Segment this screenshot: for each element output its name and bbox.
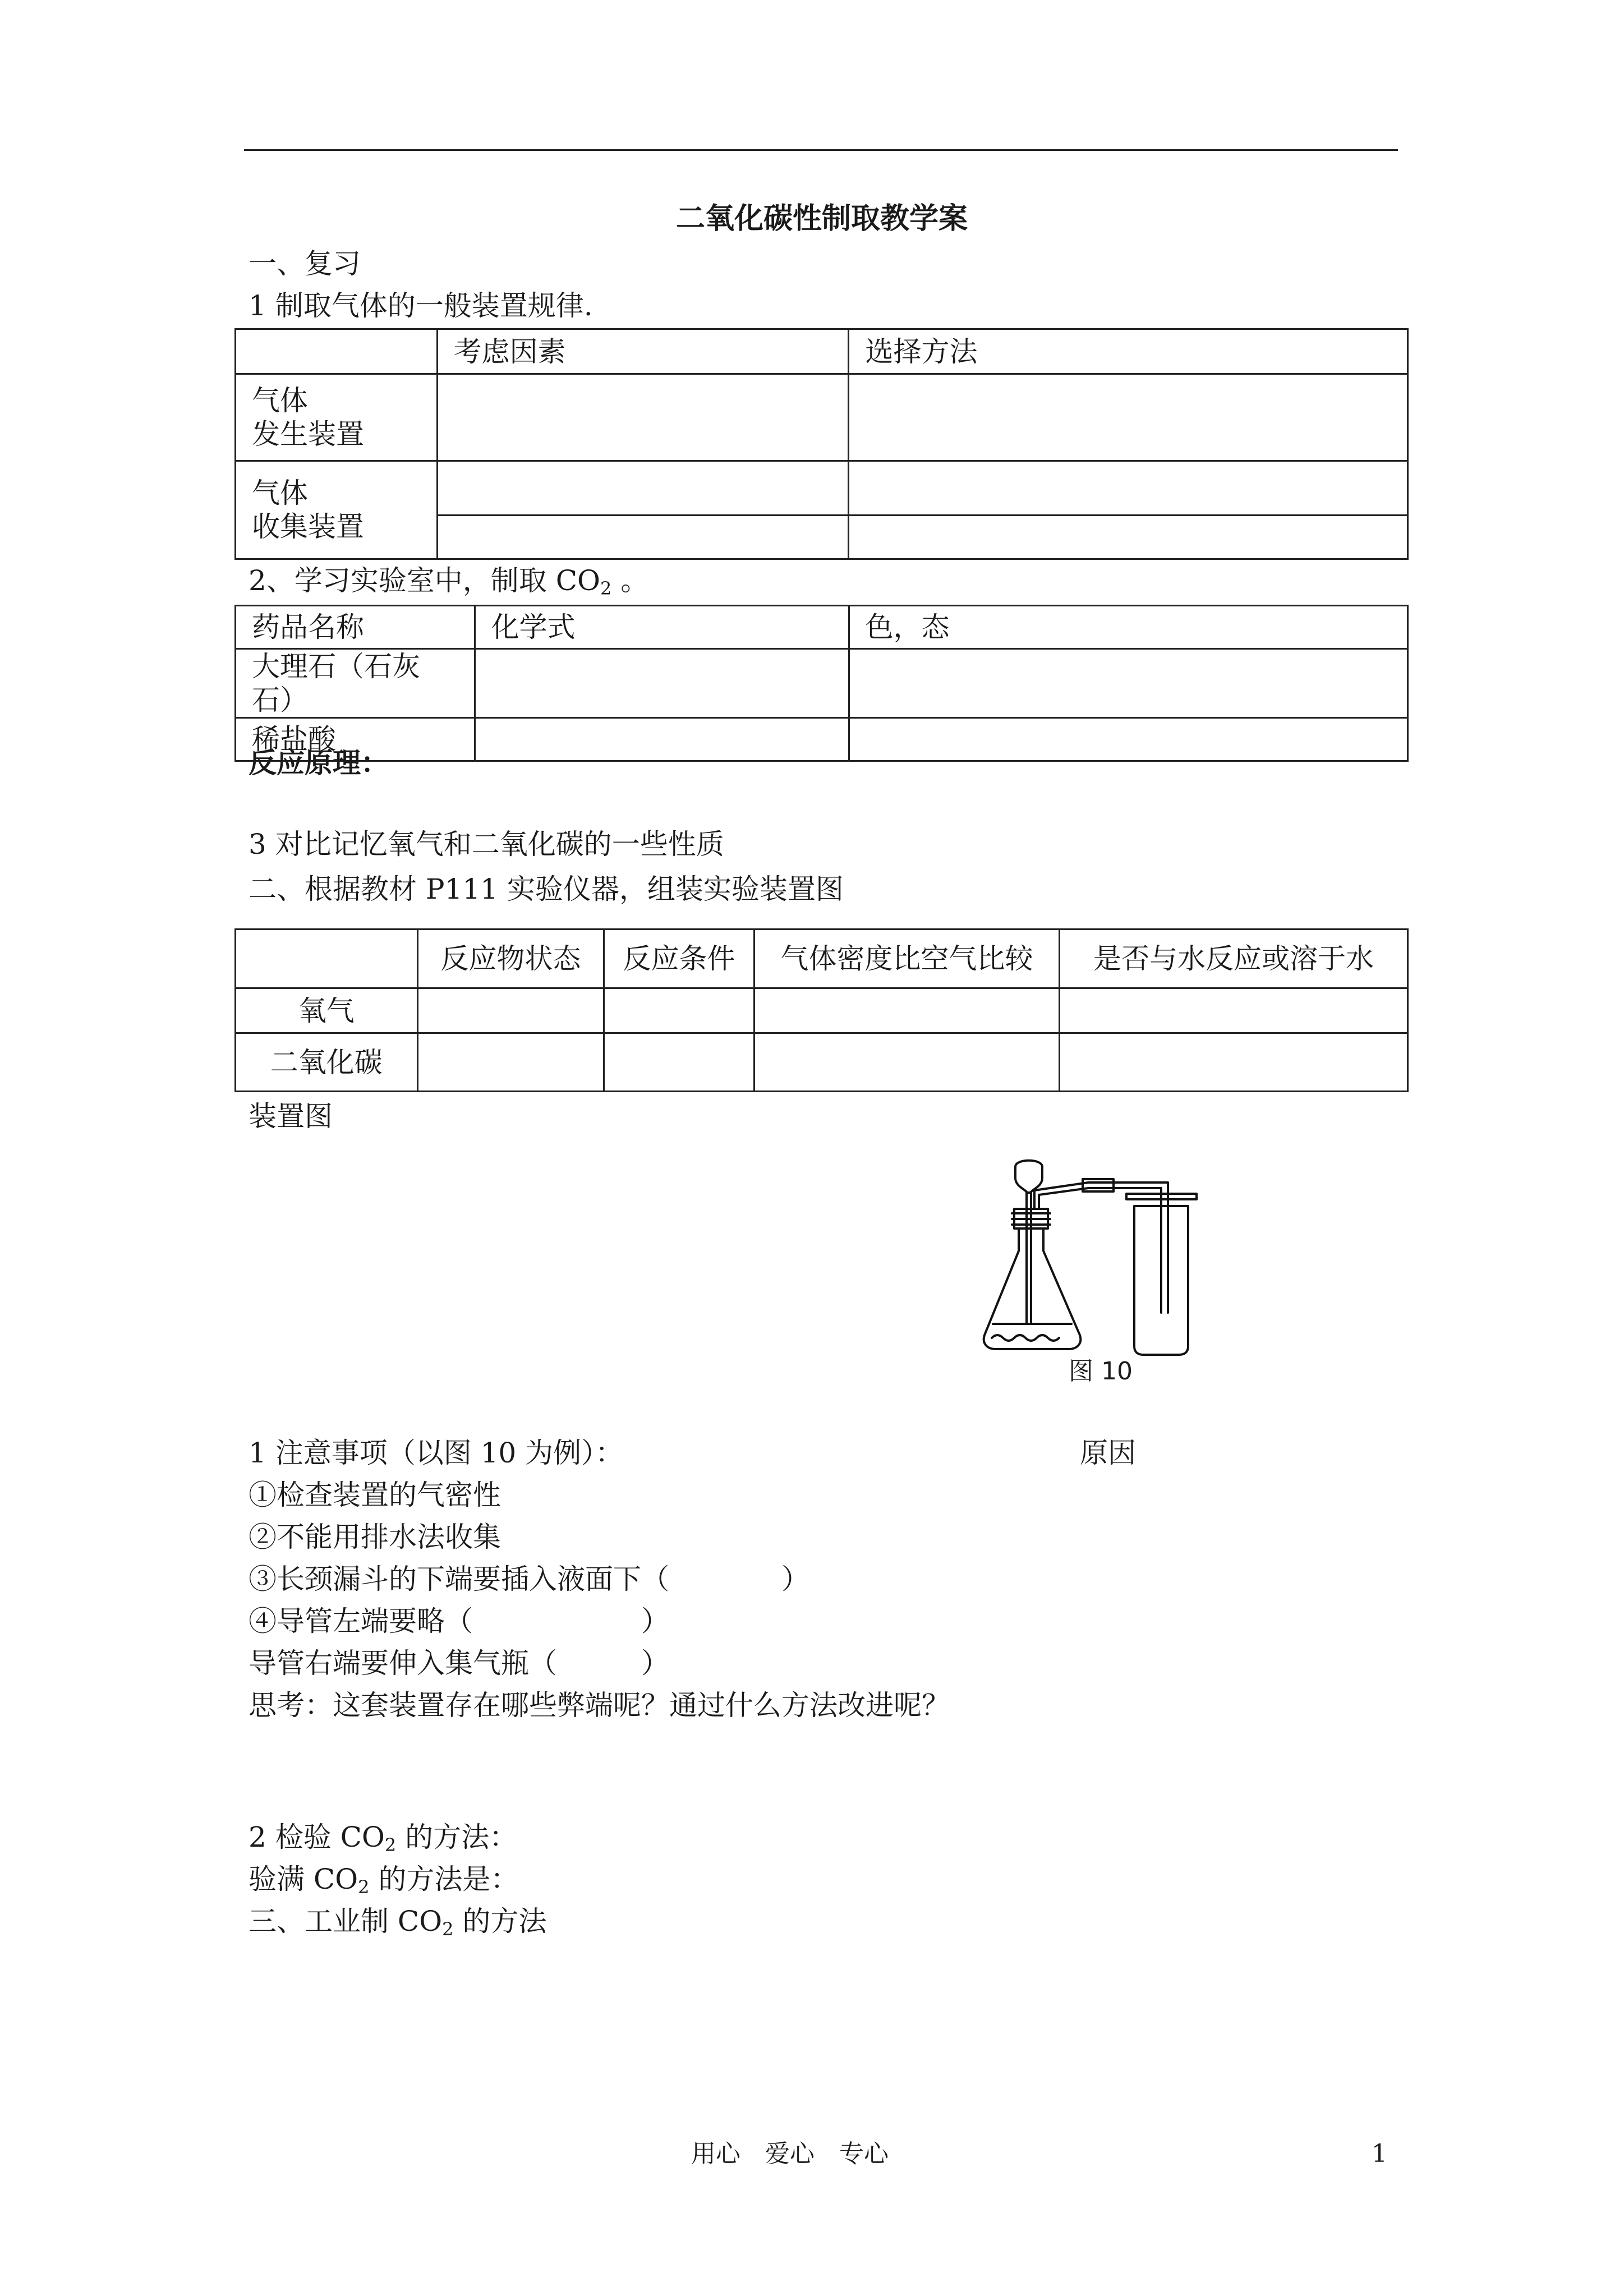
notes-title: 1 注意事项（以图 10 为例）： (249, 1437, 624, 1469)
rubber-connector (1083, 1179, 1114, 1191)
table-cell-empty (236, 930, 418, 988)
table-cell-empty (437, 516, 849, 559)
note-check-airtightness: ①检查装置的气密性 (249, 1479, 501, 1511)
table-cell-empty (849, 374, 1408, 461)
item-lab-co2-end: 。 (611, 564, 649, 597)
table-cell-empty (754, 1033, 1059, 1092)
table-cell-empty (437, 461, 849, 516)
section-industrial-end: 的方法 (453, 1905, 547, 1938)
table-cell-empty (754, 988, 1059, 1033)
row-oxygen: 氧气 (236, 988, 418, 1033)
section-review-heading: 一、复习 (249, 247, 361, 280)
note-tube-right-end: 导管右端要伸入集气瓶（ ） (249, 1647, 669, 1680)
item-lab-co2 (249, 564, 648, 597)
header-reactant-state: 反应物状态 (417, 930, 604, 988)
full-co2-method (249, 1862, 518, 1896)
row-collector-label-line2: 收集装置 (252, 510, 364, 543)
page-title: 二氧化碳性制取教学案 (676, 201, 968, 236)
check-co2-text: 2 检验 CO (249, 1821, 385, 1853)
table-cell-empty (1059, 1033, 1407, 1092)
reagents-table (234, 605, 1409, 762)
item-device-rules: 1 制取气体的一般装置规律. (249, 289, 593, 322)
check-co2-method (249, 1820, 517, 1854)
full-co2-text: 验满 CO (249, 1863, 358, 1895)
table-cell-empty (475, 718, 849, 761)
section-industrial-heading (249, 1904, 546, 1938)
table-cell-empty (236, 329, 438, 374)
header-reaction-condition: 反应条件 (604, 930, 755, 988)
row-collector-label-line1: 气体 (252, 477, 308, 509)
reagent-hcl: 稀盐酸 (236, 718, 475, 761)
table-cell-empty (1059, 988, 1407, 1033)
note-no-water-displacement: ②不能用排水法收集 (249, 1521, 501, 1553)
page-number: 1 (1372, 2139, 1387, 2168)
table-cell-empty (604, 1033, 755, 1092)
section-assemble-heading: 二、根据教材 P111 实验仪器，组装实验装置图 (249, 873, 844, 905)
figure-caption: 图 10 (1069, 1357, 1133, 1386)
table-cell-empty (417, 988, 604, 1033)
footer-motto: 用心 爱心 专心 (691, 2139, 889, 2168)
header-reagent-name: 药品名称 (236, 606, 475, 649)
item-lab-co2-text: 2、学习实验室中，制取 CO (249, 564, 600, 597)
row-carbon-dioxide: 二氧化碳 (236, 1033, 418, 1092)
header-method: 选择方法 (849, 329, 1408, 374)
marble-chips (992, 1335, 1059, 1341)
reaction-principle-label: 反应原理： (249, 746, 389, 779)
header-rule (244, 149, 1398, 151)
device-rules-table (234, 328, 1409, 560)
think-question: 思考：这套装置存在哪些弊端呢？通过什么方法改进呢？ (249, 1689, 950, 1722)
device-diagram-label: 装置图 (249, 1100, 333, 1133)
table-cell-empty (417, 1033, 604, 1092)
table-cell-empty (475, 649, 849, 718)
funnel-head (1015, 1161, 1042, 1193)
row-generator-label-line2: 发生装置 (252, 418, 364, 450)
header-density: 气体密度比空气比较 (754, 930, 1059, 988)
note-tube-left-end: ④导管左端要略（ ） (249, 1605, 669, 1637)
note-funnel-below-surface: ③长颈漏斗的下端要插入液面下（ ） (249, 1563, 809, 1595)
section-industrial-text: 三、工业制 CO (249, 1905, 443, 1938)
header-factor: 考虑因素 (437, 329, 849, 374)
table-cell-empty (849, 718, 1408, 761)
check-co2-end: 的方法： (396, 1821, 518, 1853)
table-cell-empty (849, 649, 1408, 718)
table-cell-empty (437, 374, 849, 461)
row-generator-label-line1: 气体 (252, 384, 308, 417)
co2-subscript: 2 (358, 1876, 370, 1898)
reason-label: 原因 (1080, 1437, 1136, 1469)
row-generator-label (236, 374, 438, 461)
co2-subscript: 2 (600, 578, 612, 599)
table-cell-empty (604, 988, 755, 1033)
reagent-marble: 大理石（石灰石） (236, 649, 475, 718)
row-collector-label (236, 461, 438, 559)
table-cell-empty (849, 516, 1408, 559)
co2-subscript: 2 (384, 1834, 397, 1856)
header-color-state: 色，态 (849, 606, 1408, 649)
header-water: 是否与水反应或溶于水 (1059, 930, 1407, 988)
co2-subscript: 2 (442, 1918, 454, 1940)
full-co2-end: 的方法是： (369, 1863, 519, 1895)
table-cell-empty (849, 461, 1408, 516)
header-formula: 化学式 (475, 606, 849, 649)
properties-table (234, 928, 1409, 1092)
item-compare-properties: 3 对比记忆氧气和二氧化碳的一些性质 (249, 828, 724, 861)
delivery-tube-outer (1034, 1182, 1168, 1313)
